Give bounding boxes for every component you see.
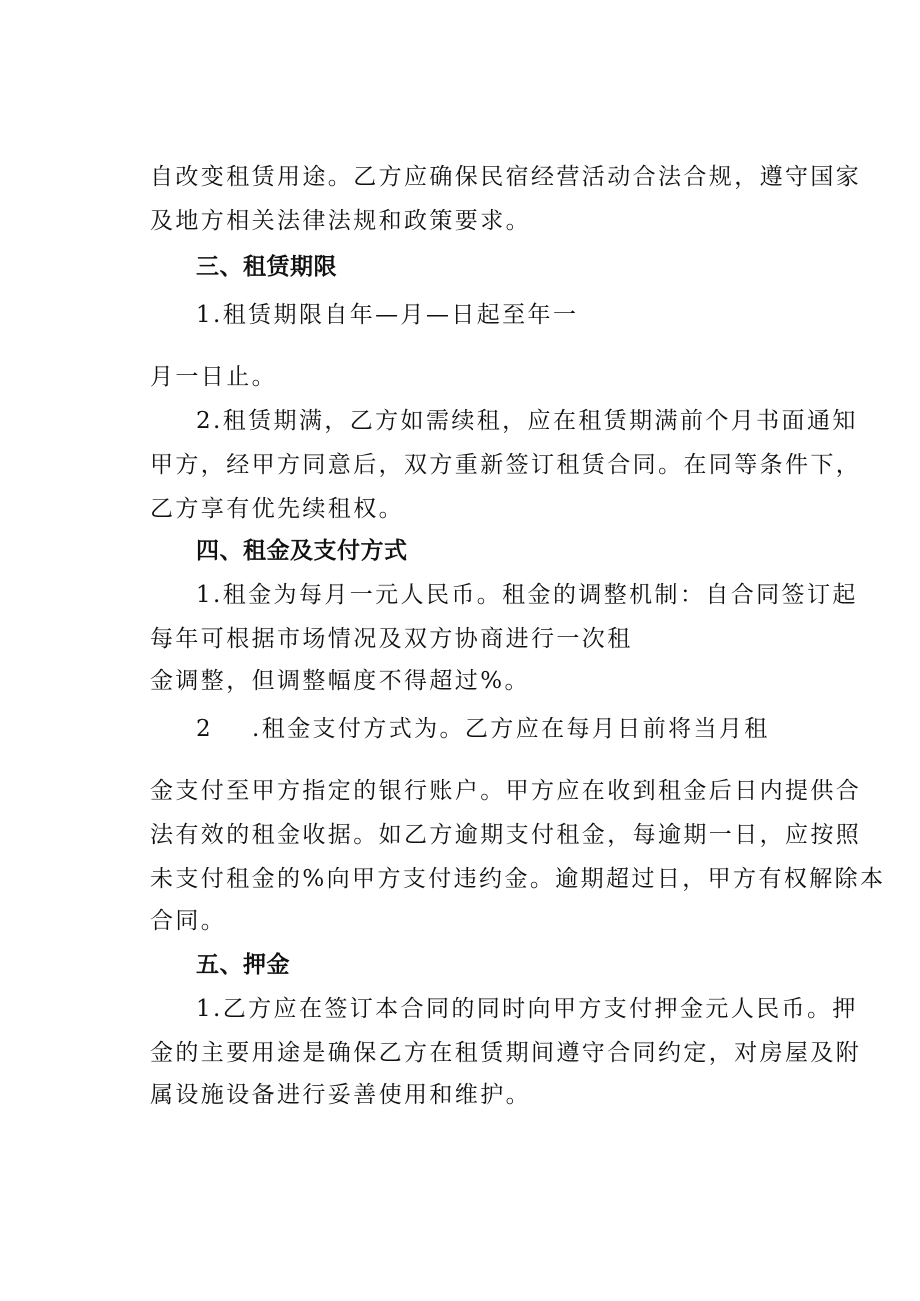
- paragraph-line: 属设施设备进行妥善使用和维护。: [150, 1082, 531, 1108]
- section-heading-rent: 四、租金及支付方式: [196, 538, 408, 564]
- paragraph-text: .租金支付方式为。乙方应在每月日前将当月租: [252, 716, 770, 742]
- section-heading-deposit: 五、押金: [196, 952, 290, 978]
- section-heading-term: 三、租赁期限: [196, 254, 337, 280]
- paragraph-line: 法有效的租金收据。如乙方逾期支付租金，每逾期一日，应按照: [150, 822, 862, 848]
- paragraph-line: 甲方，经甲方同意后，双方重新签订租赁合同。在同等条件下，: [150, 452, 862, 478]
- paragraph-line: 每年可根据市场情况及双方协商进行一次租: [150, 626, 633, 652]
- paragraph-line: 未支付租金的%向甲方支付违约金。逾期超过日，甲方有权解除本: [150, 866, 886, 892]
- paragraph-line: 乙方享有优先续租权。: [150, 496, 404, 522]
- paragraph-line: 2.租赁期满，乙方如需续租，应在租赁期满前个月书面通知: [196, 408, 858, 434]
- paragraph-line: 1.乙方应在签订本合同的同时向甲方支付押金元人民币。押: [196, 996, 858, 1022]
- paragraph-line: 月一日止。: [150, 364, 277, 390]
- paragraph-line: [196, 712, 770, 746]
- paragraph-line: 1.租金为每月一元人民币。租金的调整机制：自合同签订起: [196, 582, 858, 608]
- paragraph-line: 金支付至甲方指定的银行账户。甲方应在收到租金后日内提供合: [150, 778, 862, 804]
- paragraph-line: 及地方相关法律法规和政策要求。: [150, 208, 531, 234]
- paragraph-line: 金调整，但调整幅度不得超过%。: [150, 668, 530, 694]
- paragraph-line: 金的主要用途是确保乙方在租赁期间遵守合同约定，对房屋及附: [150, 1040, 862, 1066]
- paragraph-line: 自改变租赁用途。乙方应确保民宿经营活动合法合规，遵守国家: [150, 164, 862, 190]
- paragraph-line: 1.租赁期限自年—月—日起至年一: [196, 302, 579, 328]
- item-number: 2: [196, 716, 214, 742]
- paragraph-line: 合同。: [150, 908, 227, 934]
